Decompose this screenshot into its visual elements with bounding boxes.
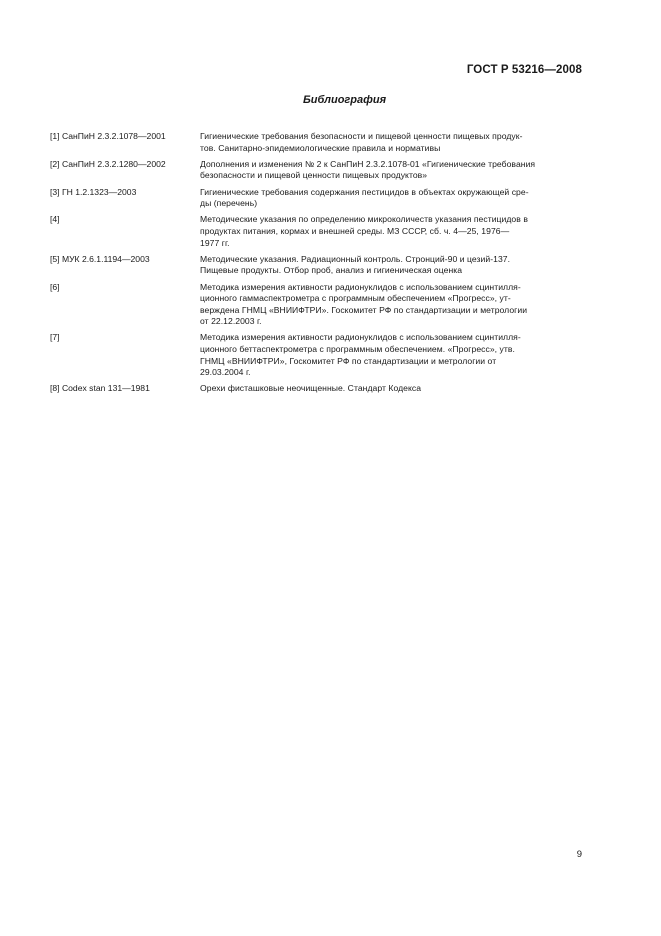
entry-description bbox=[200, 187, 583, 210]
entry-description-line: ГНМЦ «ВНИИФТРИ», Госкомитет РФ по стандартизации и метрологии от bbox=[200, 355, 497, 366]
page-number: 9 bbox=[576, 849, 582, 860]
entry-description-line: 1977 гг. bbox=[200, 237, 230, 248]
entry-reference: [8] Codex stan 131—1981 bbox=[50, 383, 150, 394]
entry-description-line: продуктах питания, кормах и внешней среды. МЗ СССР, сб. ч. 4—25, 1976— bbox=[200, 225, 510, 236]
section-title: Библиография bbox=[302, 94, 387, 106]
bibliography-entry bbox=[50, 383, 583, 395]
entry-reference: [6] bbox=[50, 281, 60, 292]
bibliography-entry bbox=[50, 254, 583, 277]
document-code: ГОСТ Р 53216—2008 bbox=[466, 64, 582, 76]
entry-description-line: Дополнения и изменения № 2 к СанПиН 2.3.2.1078-01 «Гигиенические требования bbox=[200, 158, 536, 169]
entry-reference: [4] bbox=[50, 214, 60, 225]
entry-description bbox=[200, 254, 583, 277]
entry-description-line: Методика измерения активности радионуклидов с использованием сцинтилля- bbox=[200, 332, 521, 343]
entry-reference: [7] bbox=[50, 332, 60, 343]
bibliography-entry bbox=[50, 282, 583, 328]
bibliography-entry bbox=[50, 332, 583, 378]
entry-description-line: верждена ГНМЦ «ВНИИФТРИ». Госкомитет РФ по стандартизации и метрологии bbox=[200, 304, 528, 315]
bibliography-entry bbox=[50, 214, 583, 249]
bibliography-list bbox=[50, 131, 583, 395]
entry-reference: [1] СанПиН 2.3.2.1078—2001 bbox=[50, 131, 166, 141]
entry-description-line: ционного гаммаспектрометра с программным обеспечением «Прогресс», ут- bbox=[200, 293, 511, 304]
bibliography-entry bbox=[50, 187, 583, 210]
entry-description-line: ды (перечень) bbox=[200, 198, 258, 209]
entry-description-line: Гигиенические требования безопасности и пищевой ценности пищевых продук- bbox=[200, 131, 523, 141]
entry-description-line: безопасности и пищевой ценности пищевых продуктов» bbox=[200, 170, 428, 181]
entry-description-line: Гигиенические требования содержания пестицидов в объектах окружающей сре- bbox=[200, 186, 529, 197]
entry-description bbox=[200, 159, 583, 182]
entry-description-line: Орехи фисташковые неочищенные. Стандарт Кодекса bbox=[200, 383, 422, 394]
entry-description bbox=[200, 214, 583, 249]
entry-description-line: Методические указания. Радиационный контроль. Стронций-90 и цезий-137. bbox=[200, 253, 511, 264]
entry-description-line: Пищевые продукты. Отбор проб, анализ и гигиеническая оценка bbox=[200, 265, 463, 276]
entry-description-line: Методические указания по определению микроколичеств указания пестицидов в bbox=[200, 214, 528, 225]
bibliography-entry bbox=[50, 131, 583, 154]
entry-description-line: ционного беттаспектрометра с программным обеспечением. «Прогресс», утв. bbox=[200, 344, 515, 355]
entry-description bbox=[200, 282, 583, 328]
entry-description-line: от 22.12.2003 г. bbox=[200, 316, 262, 327]
entry-reference: [3] ГН 1.2.1323—2003 bbox=[50, 186, 137, 197]
entry-description bbox=[200, 332, 583, 378]
entry-description-line: Методика измерения активности радионуклидов с использованием сцинтилля- bbox=[200, 281, 521, 292]
entry-reference: [5] МУК 2.6.1.1194—2003 bbox=[50, 253, 150, 264]
entry-description bbox=[200, 383, 583, 395]
entry-description bbox=[200, 131, 583, 154]
entry-description-line: 29.03.2004 г. bbox=[200, 367, 251, 378]
entry-description-line: тов. Санитарно-эпидемиологические правила и нормативы bbox=[200, 142, 441, 153]
bibliography-entry bbox=[50, 159, 583, 182]
entry-reference: [2] СанПиН 2.3.2.1280—2002 bbox=[50, 158, 166, 169]
